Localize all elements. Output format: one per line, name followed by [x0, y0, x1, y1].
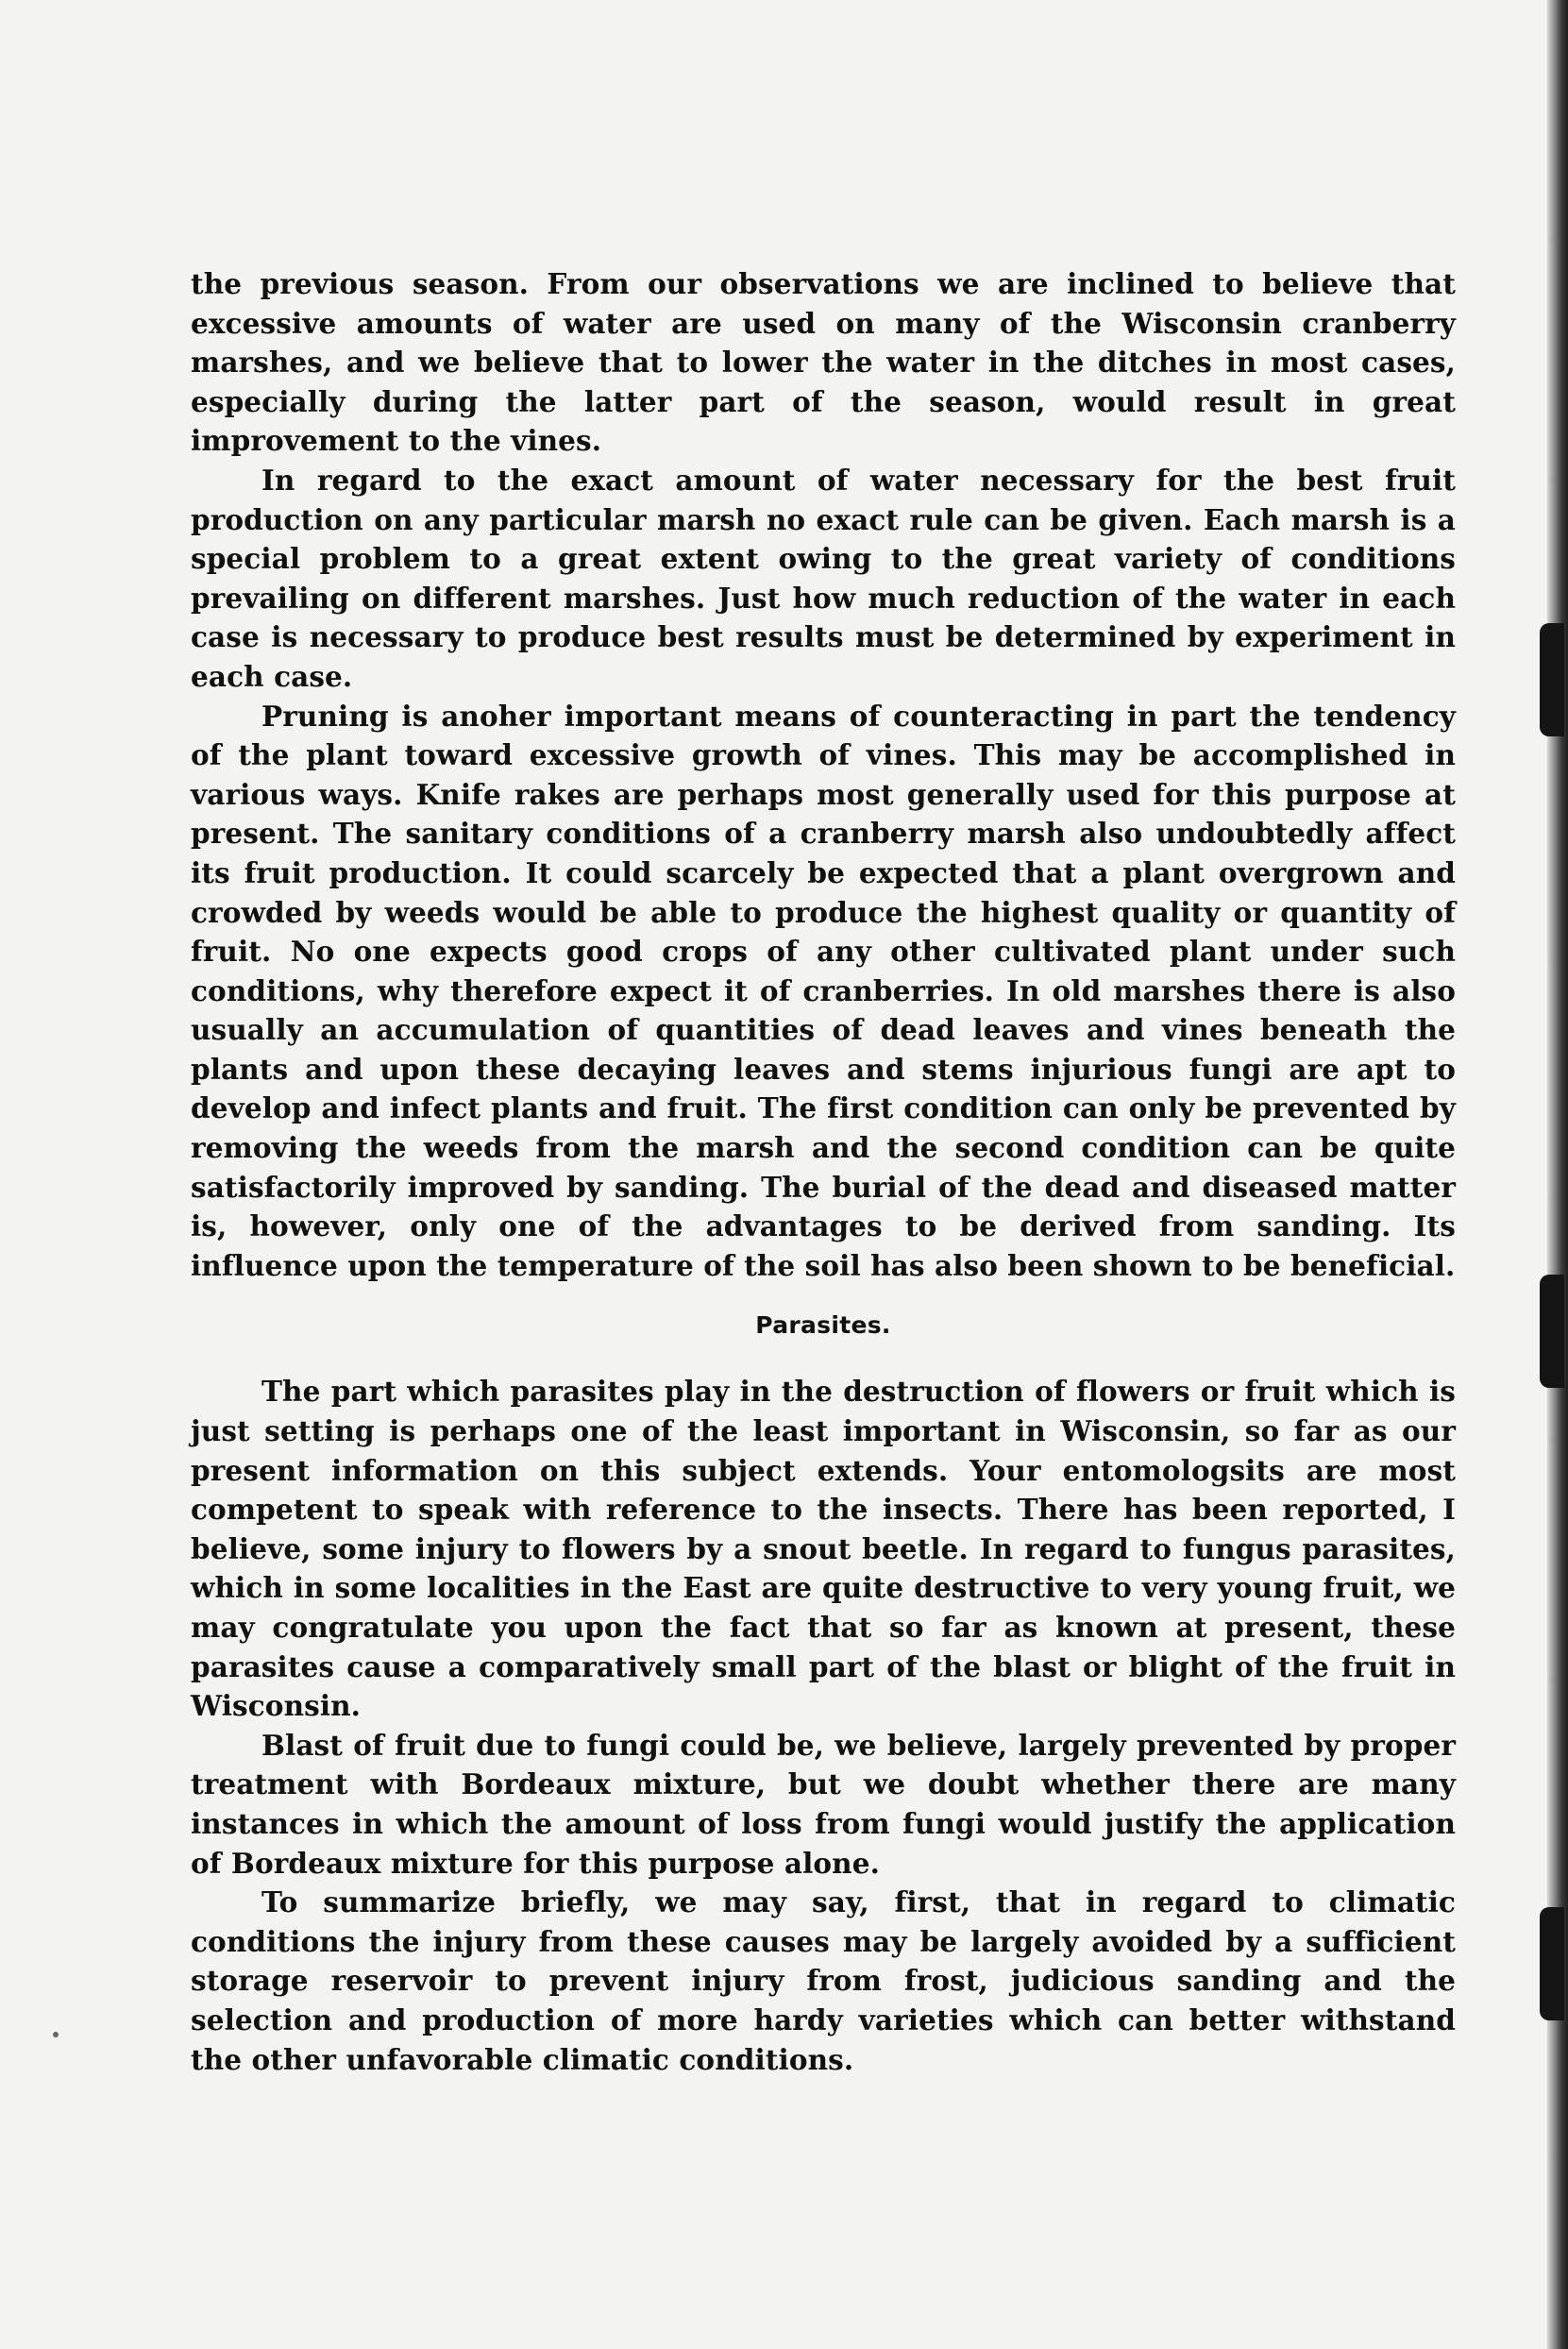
- body-text: [191, 264, 1456, 2079]
- binding-clip-mark: [1540, 1907, 1564, 2020]
- paragraph-parasites: The part which parasites play in the destruction of flowers or fruit which is just setting is perhaps one of the least important in Wisconsin, so far as our present information on this subject extends. Your entomologsits are most competent to speak with reference to the insects. There has been reported, I believe, some injury to flowers by a snout beetle. In regard to fungus parasites, which in some localities in the East are quite destructive to very young fruit, we may congratulate you upon the fact that so far as known at present, these parasites cause a comparatively small part of the blast or blight of the fruit in Wisconsin.: [191, 1375, 1456, 1723]
- paragraph-bordeaux-mixture: Blast of fruit due to fungi could be, we believe, largely prevented by proper treatment with Bordeaux mixture, but we doubt whether there are many instances in which the amount of loss from fungi would justify the application of Bordeaux mixture for this purpose alone.: [191, 1728, 1456, 1880]
- paragraph-water-levels: the previous season. From our observations we are inclined to believe that excessive amounts of water are used on many of the Wisconsin cranberry marshes, and we believe that to lower the water in the ditches in most cases, especially during the latter part of the season, would result in great improvement to the vines.: [191, 267, 1456, 458]
- binding-clip-mark: [1540, 1275, 1564, 1388]
- paragraph-pruning-sanitation: Pruning is anoher important means of counteracting in part the tendency of the plant toward excessive growth of vines. This may be accomplished in various ways. Knife rakes are perhaps most generally used for this purpose at present. The sanitary conditions of a cranberry marsh also undoubtedly affect its fruit production. It could scarcely be expected that a plant overgrown and crowded by weeds would be able to produce the highest quality or quantity of fruit. No one expects good crops of any other cultivated plant under such conditions, why therefore expect it of cranberries. In old marshes there is also usually an accumulation of quantities of dead leaves and vines beneath the plants and upon these decaying leaves and stems injurious fungi are apt to develop and infect plants and fruit. The first condition can only be prevented by removing the weeds from the marsh and the second condition can be quite satisfactorily improved by sanding. The burial of the dead and diseased matter is, however, only one of the advantages to be derived from sanding. Its influence upon the temperature of the soil has also been shown to be beneficial.: [191, 699, 1456, 1282]
- binding-clip-mark: [1540, 623, 1564, 736]
- margin-speck: [53, 2032, 59, 2037]
- paragraph-water-amount: In regard to the exact amount of water necessary for the best fruit production on any particular marsh no exact rule can be given. Each marsh is a special problem to a great extent owing to the great variety of conditions prevailing on different marshes. Just how much reduction of the water in each case is necessary to produce best results must be determined by experiment in each case.: [191, 463, 1456, 693]
- paragraph-summary: To summarize briefly, we may say, first, that in regard to climatic conditions the injury from these causes may be largely avoided by a sufficient storage reservoir to prevent injury from frost, judicious sanding and the selection and production of more hardy varieties which can better withstand the other unfavorable climatic conditions.: [191, 1885, 1456, 2076]
- section-heading-parasites: Parasites.: [755, 1311, 891, 1340]
